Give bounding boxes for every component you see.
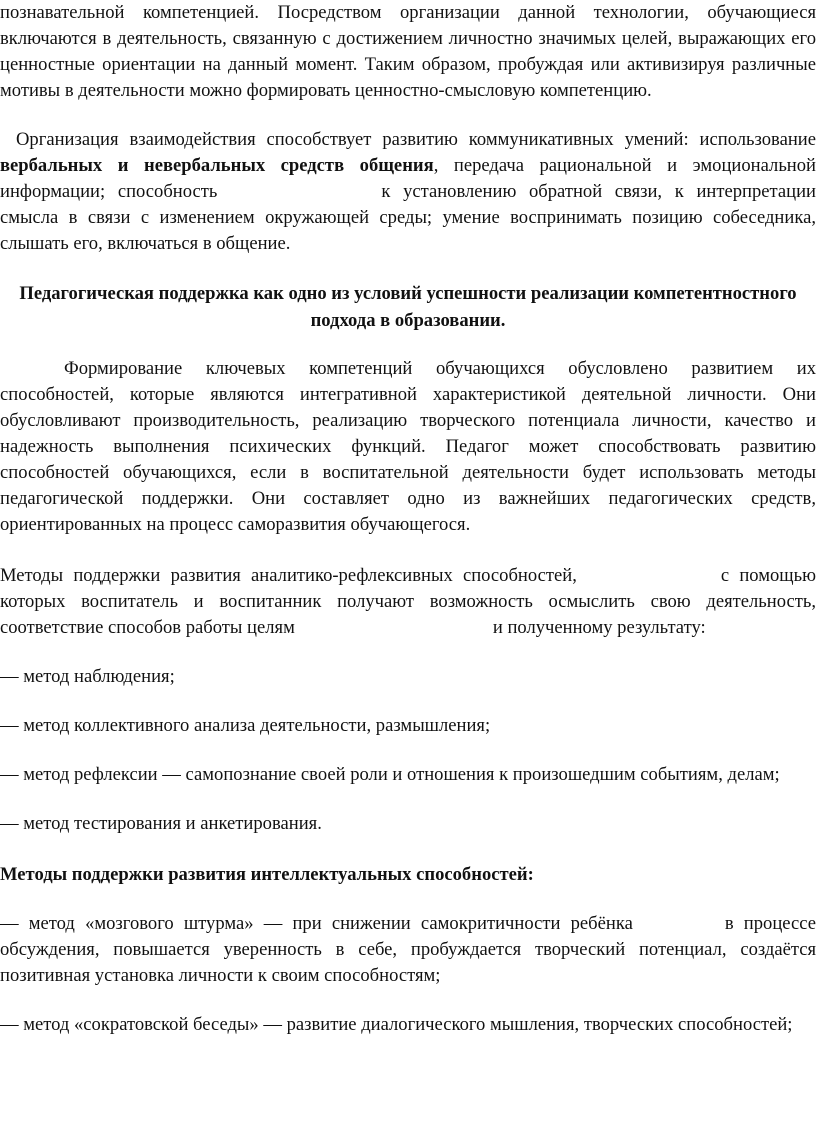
list-item-brainstorm [0, 911, 816, 989]
section-heading: Педагогическая поддержка как одно из условий успешности реализации компетентностного подхода в образовании. [19, 283, 797, 331]
list-item-socratic: — метод «сократовской беседы» — развитие диалогического мышления, творческих способностей; [0, 1014, 793, 1035]
paragraph-communication-end: к установлению обратной связи, к интерпретации смысла в связи с изменением окружающей среды; умение воспринимать позицию собеседника, слышать его, включаться в общение. [0, 181, 816, 254]
list-item: — метод наблюдения; [0, 666, 175, 687]
list-item: — метод коллективного анализа деятельности, размышления; [0, 715, 491, 736]
paragraph-communication [0, 127, 816, 257]
brainstorm-end: в процессе обсуждения, повышается уверенность в себе, пробуждается творческий потенциал, создаётся позитивная установка личности к своим способностям; [0, 913, 816, 986]
bold-phrase-communication-means: вербальных и невербальных средств общения [0, 155, 434, 176]
paragraph-communication-middle: , передача рациональной и эмоциональной информации; способность [0, 155, 816, 202]
list-item: — метод рефлексии — самопознание своей роли и отношения к произошедшим событиям, делам; [0, 764, 780, 785]
analytic-methods-middle: с помощью которых воспитатель и воспитанник получают возможность осмыслить свою деятельность, соответствие способов работы целям [0, 565, 816, 638]
paragraph-value-competence: познавательной компетенцией. Посредством организации данной технологии, обучающиеся включаются в деятельность, связанную с достижением личностно значимых целей, выражающих его ценностные ориентации на данный момент. Таким образом, пробуждая или активизируя различные мотивы в деятельности можно формировать ценностно-смысловую компетенцию. [0, 2, 816, 101]
paragraph-analytic-methods [0, 563, 816, 641]
list-item: — метод тестирования и анкетирования. [0, 813, 322, 834]
paragraph-key-competencies: Формирование ключевых компетенций обучающихся обусловлено развитием их способностей, которые являются интегративной характеристикой деятельной личности. Они обусловливают производительность, реализацию творческого потенциала личности, качество и надежность выполнения психических функций. Педагог может способствовать развитию способностей обучающихся, если в воспитательной деятельности будет использовать методы педагогической поддержки. Они составляет одно из важнейших педагогических средств, ориентированных на процесс саморазвития обучающегося. [0, 358, 816, 535]
paragraph-communication-start: Организация взаимодействия способствует развитию коммуникативных умений: использование [16, 129, 816, 150]
analytic-methods-end: и полученному результату: [492, 617, 706, 638]
subsection-heading: Методы поддержки развития интеллектуальных способностей: [0, 864, 534, 885]
brainstorm-start: — метод «мозгового штурма» — при снижении самокритичности ребёнка [0, 913, 633, 934]
analytic-methods-intro: Методы поддержки развития аналитико-рефлексивных способностей, [0, 565, 577, 586]
